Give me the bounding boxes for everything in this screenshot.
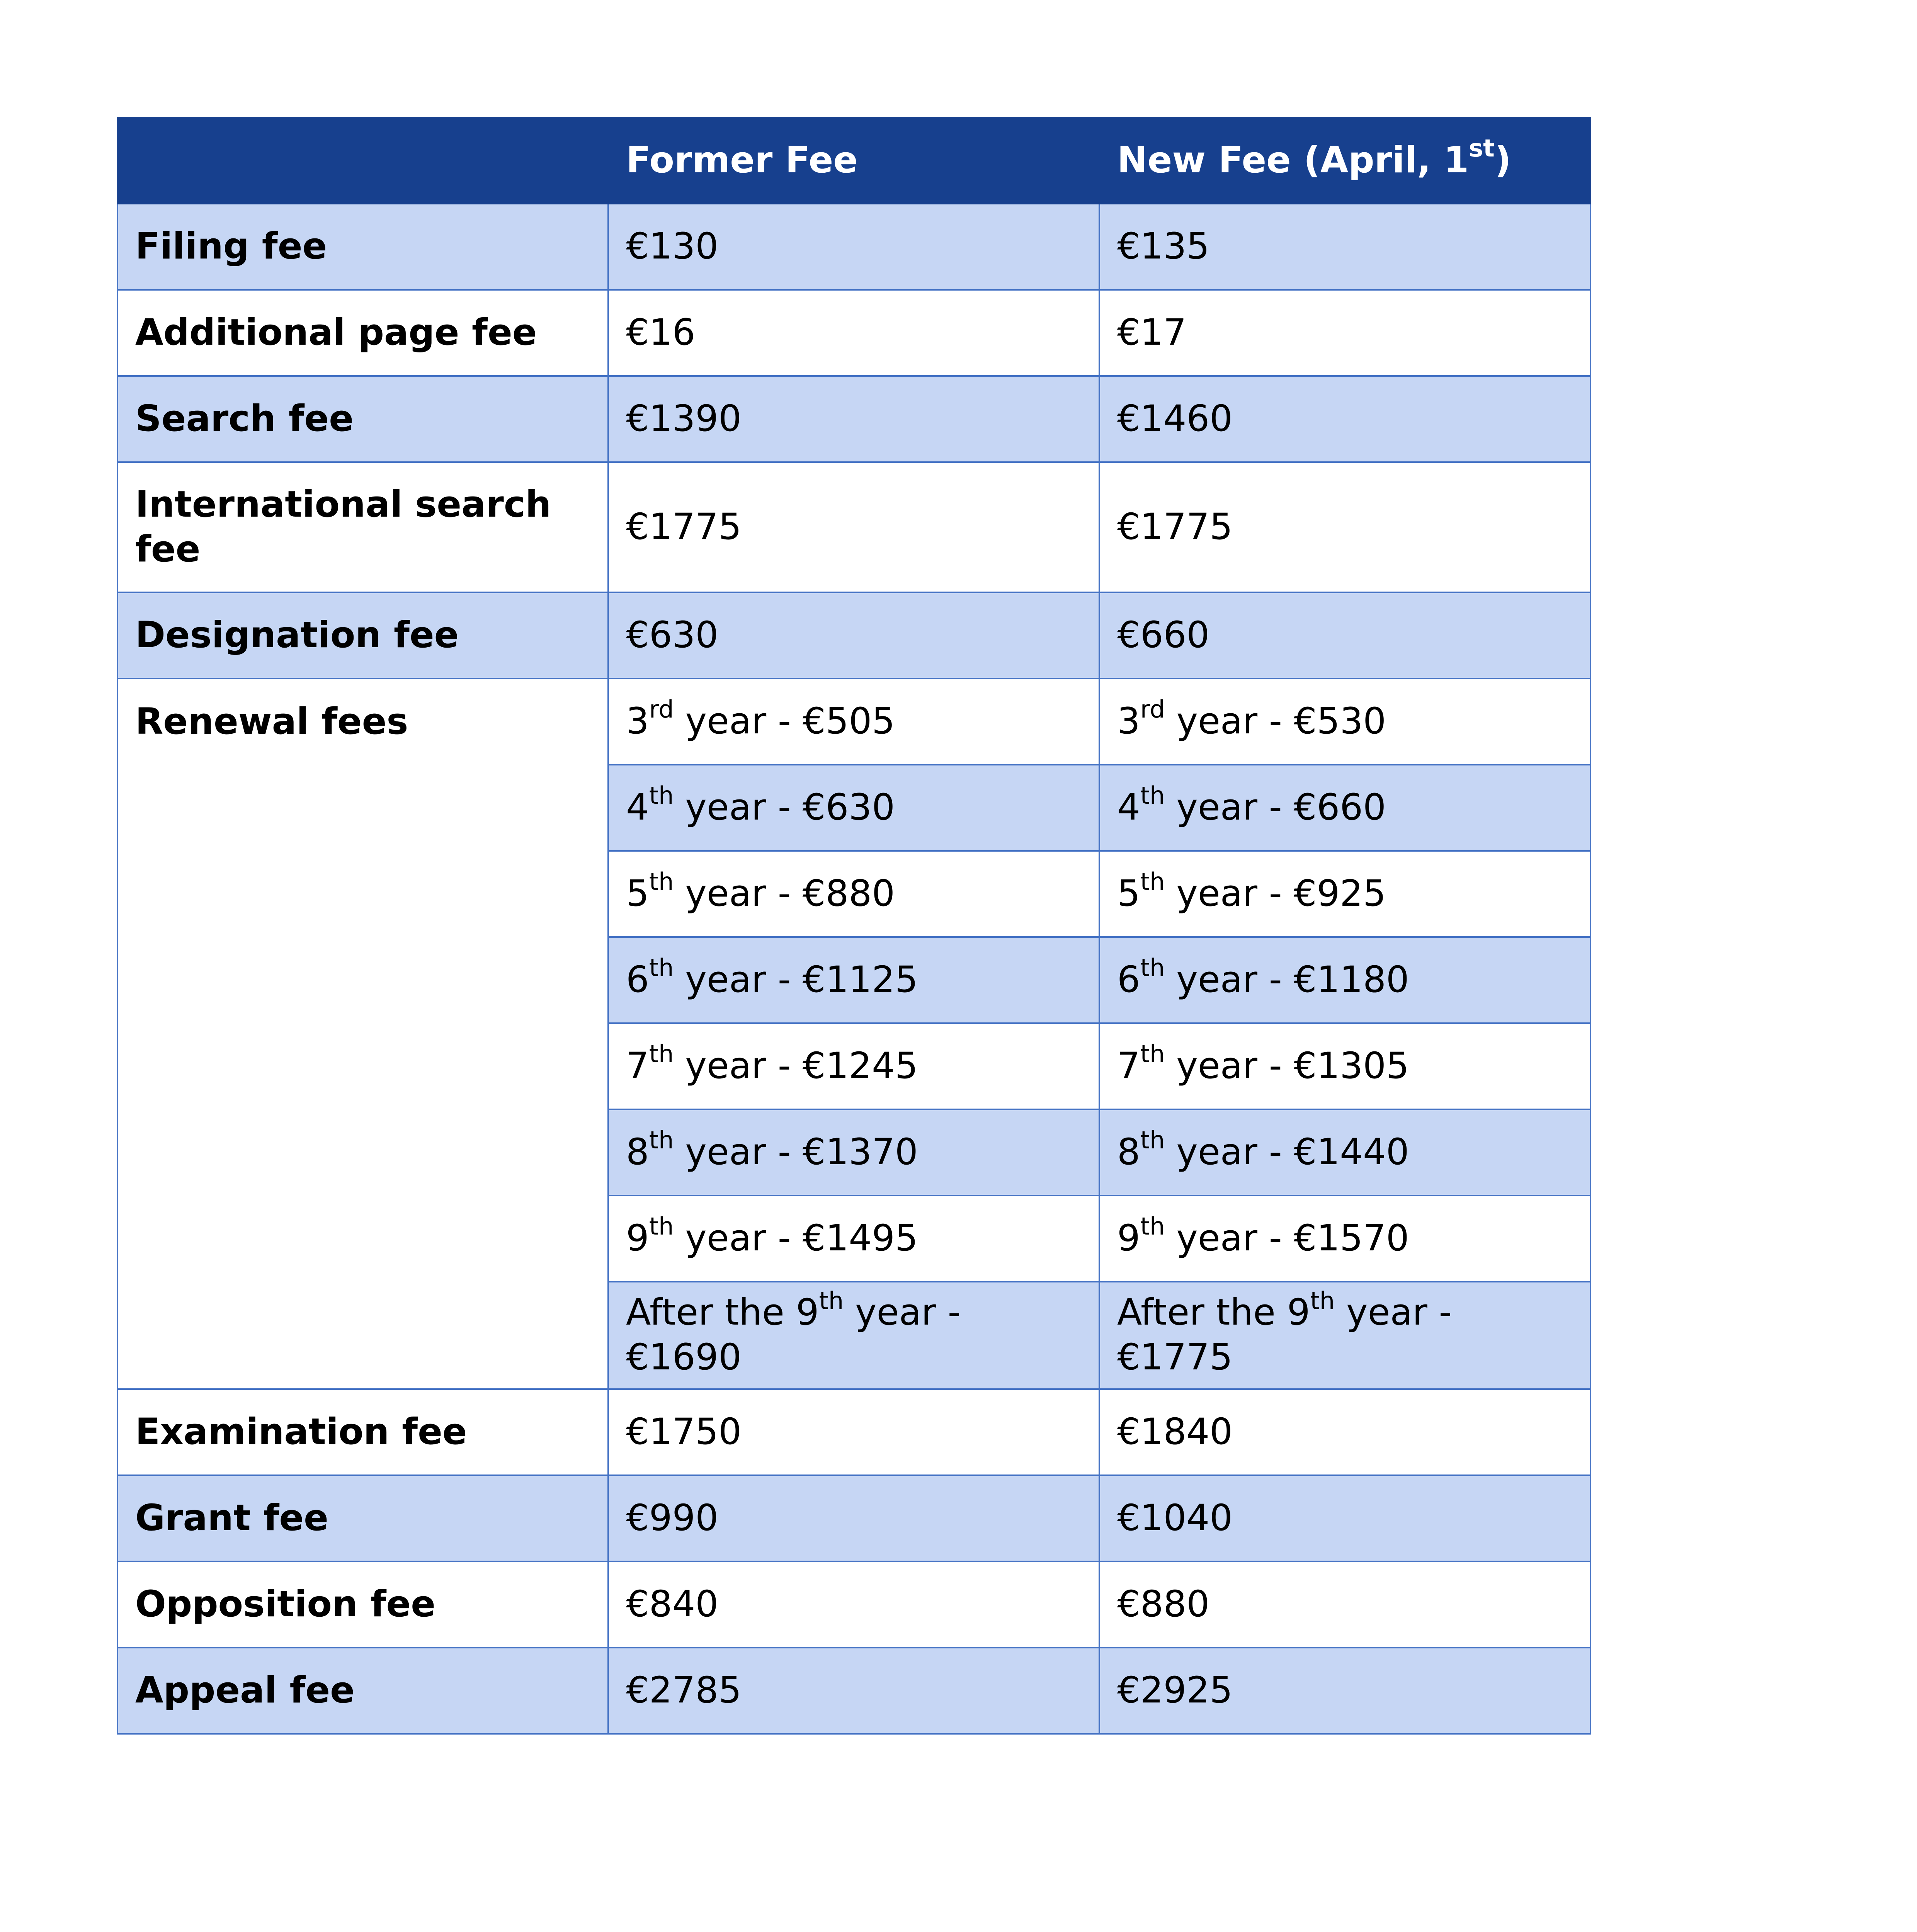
year-amount: year - €505 — [674, 700, 895, 742]
ordinal-suffix: th — [649, 954, 674, 982]
ordinal-suffix: th — [819, 1286, 844, 1315]
header-empty-cell — [117, 117, 608, 204]
new-fee-value: €1775 — [1099, 462, 1590, 592]
year-amount: year - €1125 — [674, 958, 918, 1001]
ordinal-suffix: th — [1140, 954, 1165, 982]
former-fee-value: €990 — [608, 1475, 1099, 1561]
fee-table — [117, 117, 1591, 1735]
year-number: 8 — [1117, 1131, 1140, 1173]
ordinal-suffix: th — [649, 1212, 674, 1241]
table-header-row — [117, 117, 1590, 204]
header-former-fee: Former Fee — [608, 117, 1099, 204]
fee-label: Examination fee — [117, 1389, 608, 1475]
header-new-fee — [1099, 117, 1590, 204]
renewal-new-value — [1099, 1196, 1590, 1282]
new-fee-value: €1840 — [1099, 1389, 1590, 1475]
new-fee-value: €2925 — [1099, 1648, 1590, 1734]
table-row — [117, 1648, 1590, 1734]
former-fee-value: €630 — [608, 592, 1099, 679]
renewal-new-value — [1099, 937, 1590, 1023]
year-amount: year - €1305 — [1165, 1044, 1409, 1087]
year-number: 7 — [626, 1044, 649, 1087]
renewal-former-value — [608, 1282, 1099, 1389]
renewal-former-value — [608, 679, 1099, 765]
renewal-new-value — [1099, 765, 1590, 851]
year-amount: year - €660 — [1165, 786, 1386, 828]
ordinal-suffix: rd — [649, 695, 674, 724]
year-amount: year - €880 — [674, 872, 895, 915]
year-amount: year - €1440 — [1165, 1131, 1409, 1173]
year-number: 5 — [626, 872, 649, 915]
table-row — [117, 376, 1590, 462]
year-number: 9 — [626, 1217, 649, 1259]
former-fee-value: €1775 — [608, 462, 1099, 592]
year-number: After the 9 — [1117, 1291, 1310, 1333]
former-fee-value: €1750 — [608, 1389, 1099, 1475]
year-number: After the 9 — [626, 1291, 819, 1333]
fee-label: International search fee — [117, 462, 608, 592]
year-number: 7 — [1117, 1044, 1140, 1087]
year-amount: year - €1570 — [1165, 1217, 1409, 1259]
fee-label: Grant fee — [117, 1475, 608, 1561]
former-fee-value: €1390 — [608, 376, 1099, 462]
ordinal-suffix: th — [1310, 1286, 1335, 1315]
renewal-new-value — [1099, 851, 1590, 937]
new-fee-value: €660 — [1099, 592, 1590, 679]
year-amount: year - €1370 — [674, 1131, 918, 1173]
table-row — [117, 290, 1590, 376]
renewal-new-value — [1099, 679, 1590, 765]
year-amount: year - €1775 — [1117, 1291, 1452, 1378]
renewal-former-value — [608, 1023, 1099, 1109]
ordinal-suffix: th — [1140, 1126, 1165, 1155]
renewal-row — [117, 679, 1590, 765]
year-number: 5 — [1117, 872, 1140, 915]
former-fee-value: €840 — [608, 1561, 1099, 1648]
year-number: 9 — [1117, 1217, 1140, 1259]
year-number: 4 — [1117, 786, 1140, 828]
table-row — [117, 1561, 1590, 1648]
ordinal-suffix: th — [1140, 867, 1165, 896]
renewal-former-value — [608, 937, 1099, 1023]
renewal-former-value — [608, 851, 1099, 937]
ordinal-suffix: th — [1140, 1040, 1165, 1068]
year-number: 3 — [626, 700, 649, 742]
header-new-fee-tail: ) — [1494, 139, 1511, 181]
year-number: 8 — [626, 1131, 649, 1173]
table-row — [117, 592, 1590, 679]
renewal-new-value — [1099, 1109, 1590, 1196]
new-fee-value: €1460 — [1099, 376, 1590, 462]
renewal-new-value — [1099, 1282, 1590, 1389]
renewal-former-value — [608, 765, 1099, 851]
year-amount: year - €925 — [1165, 872, 1386, 915]
year-amount: year - €630 — [674, 786, 895, 828]
year-amount: year - €1245 — [674, 1044, 918, 1087]
new-fee-value: €135 — [1099, 204, 1590, 290]
year-amount: year - €1495 — [674, 1217, 918, 1259]
fee-label: Appeal fee — [117, 1648, 608, 1734]
fee-label: Filing fee — [117, 204, 608, 290]
renewal-fees-label: Renewal fees — [117, 679, 608, 1389]
year-amount: year - €1690 — [626, 1291, 961, 1378]
fee-label: Designation fee — [117, 592, 608, 679]
year-number: 4 — [626, 786, 649, 828]
fee-label: Search fee — [117, 376, 608, 462]
year-number: 6 — [626, 958, 649, 1001]
ordinal-suffix: rd — [1140, 695, 1165, 724]
renewal-former-value — [608, 1109, 1099, 1196]
renewal-new-value — [1099, 1023, 1590, 1109]
table-row — [117, 204, 1590, 290]
table-row — [117, 1475, 1590, 1561]
ordinal-suffix: th — [1140, 781, 1165, 810]
new-fee-value: €17 — [1099, 290, 1590, 376]
table-row — [117, 1389, 1590, 1475]
header-new-fee-text: New Fee (April, 1 — [1117, 139, 1469, 181]
ordinal-suffix: th — [649, 867, 674, 896]
ordinal-suffix: th — [649, 781, 674, 810]
ordinal-suffix: th — [649, 1126, 674, 1155]
fee-label: Opposition fee — [117, 1561, 608, 1648]
new-fee-value: €880 — [1099, 1561, 1590, 1648]
former-fee-value: €130 — [608, 204, 1099, 290]
new-fee-value: €1040 — [1099, 1475, 1590, 1561]
year-number: 6 — [1117, 958, 1140, 1001]
year-amount: year - €530 — [1165, 700, 1386, 742]
header-new-fee-sup: st — [1469, 134, 1495, 163]
year-amount: year - €1180 — [1165, 958, 1409, 1001]
former-fee-value: €16 — [608, 290, 1099, 376]
ordinal-suffix: th — [649, 1040, 674, 1068]
fee-label: Additional page fee — [117, 290, 608, 376]
renewal-former-value — [608, 1196, 1099, 1282]
former-fee-value: €2785 — [608, 1648, 1099, 1734]
year-number: 3 — [1117, 700, 1140, 742]
ordinal-suffix: th — [1140, 1212, 1165, 1241]
table-row — [117, 462, 1590, 592]
